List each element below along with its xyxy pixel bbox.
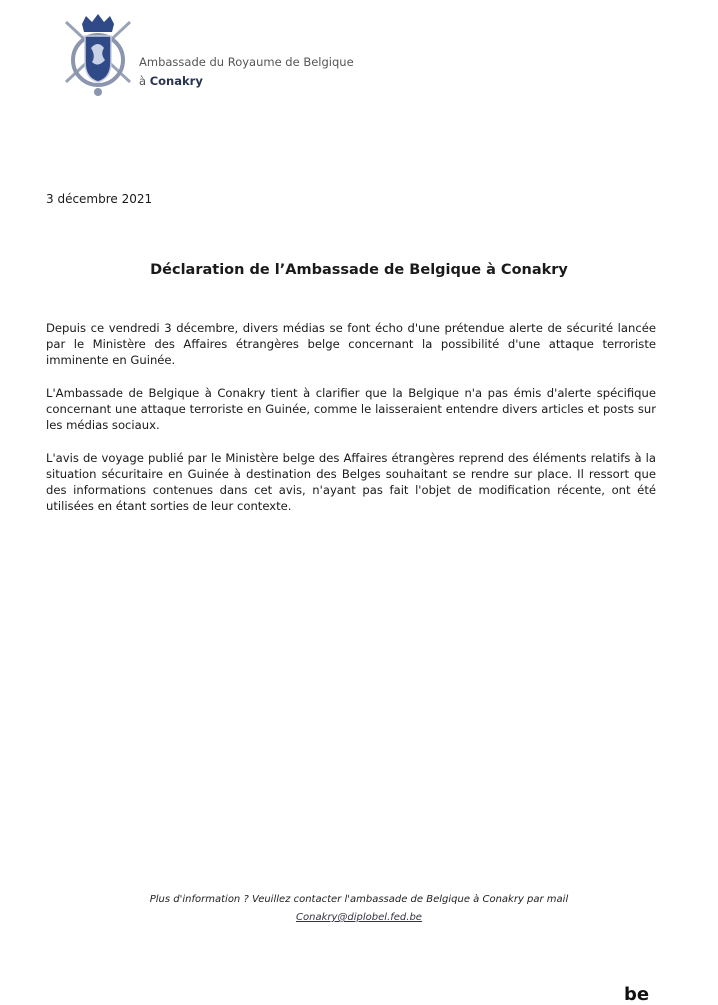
embassy-header [139, 53, 354, 91]
org-prefix: à [139, 74, 147, 88]
footer [0, 891, 718, 927]
org-city: Conakry [149, 74, 203, 88]
document-date: 3 décembre 2021 [46, 192, 153, 206]
document-body [46, 320, 656, 531]
paragraph: Depuis ce vendredi 3 décembre, divers médias se font écho d'une prétendue alerte de sécurité lancée par le Ministère des Affaires étrangères belge concernant la possibilité d'une attaque terroriste imminente en Guinée. [46, 321, 656, 367]
document-title: Déclaration de l’Ambassade de Belgique à Conakry [150, 262, 568, 278]
be-logo: be [624, 984, 650, 1005]
org-name: Ambassade du Royaume de Belgique [139, 55, 354, 69]
coat-of-arms-logo [58, 12, 138, 98]
paragraph: L'Ambassade de Belgique à Conakry tient à clarifier que la Belgique n'a pas émis d'alerte spécifique concernant une attaque terroriste en Guinée, comme le laisseraient entendre divers articles et posts sur les médias sociaux. [46, 386, 656, 432]
footer-info: Plus d'information ? Veuillez contacter l'ambassade de Belgique à Conakry par mail [149, 894, 569, 905]
email-link[interactable]: Conakry@diplobel.fed.be [296, 912, 422, 923]
paragraph: L'avis de voyage publié par le Ministère belge des Affaires étrangères reprend des éléments relatifs à la situation sécuritaire en Guinée à destination des Belges souhaitant se rendre sur place. Il ressort que des informations contenues dans cet avis, n'ayant pas fait l'objet de modification récente, ont été utilisées en étant sorties de leur contexte. [46, 451, 656, 513]
